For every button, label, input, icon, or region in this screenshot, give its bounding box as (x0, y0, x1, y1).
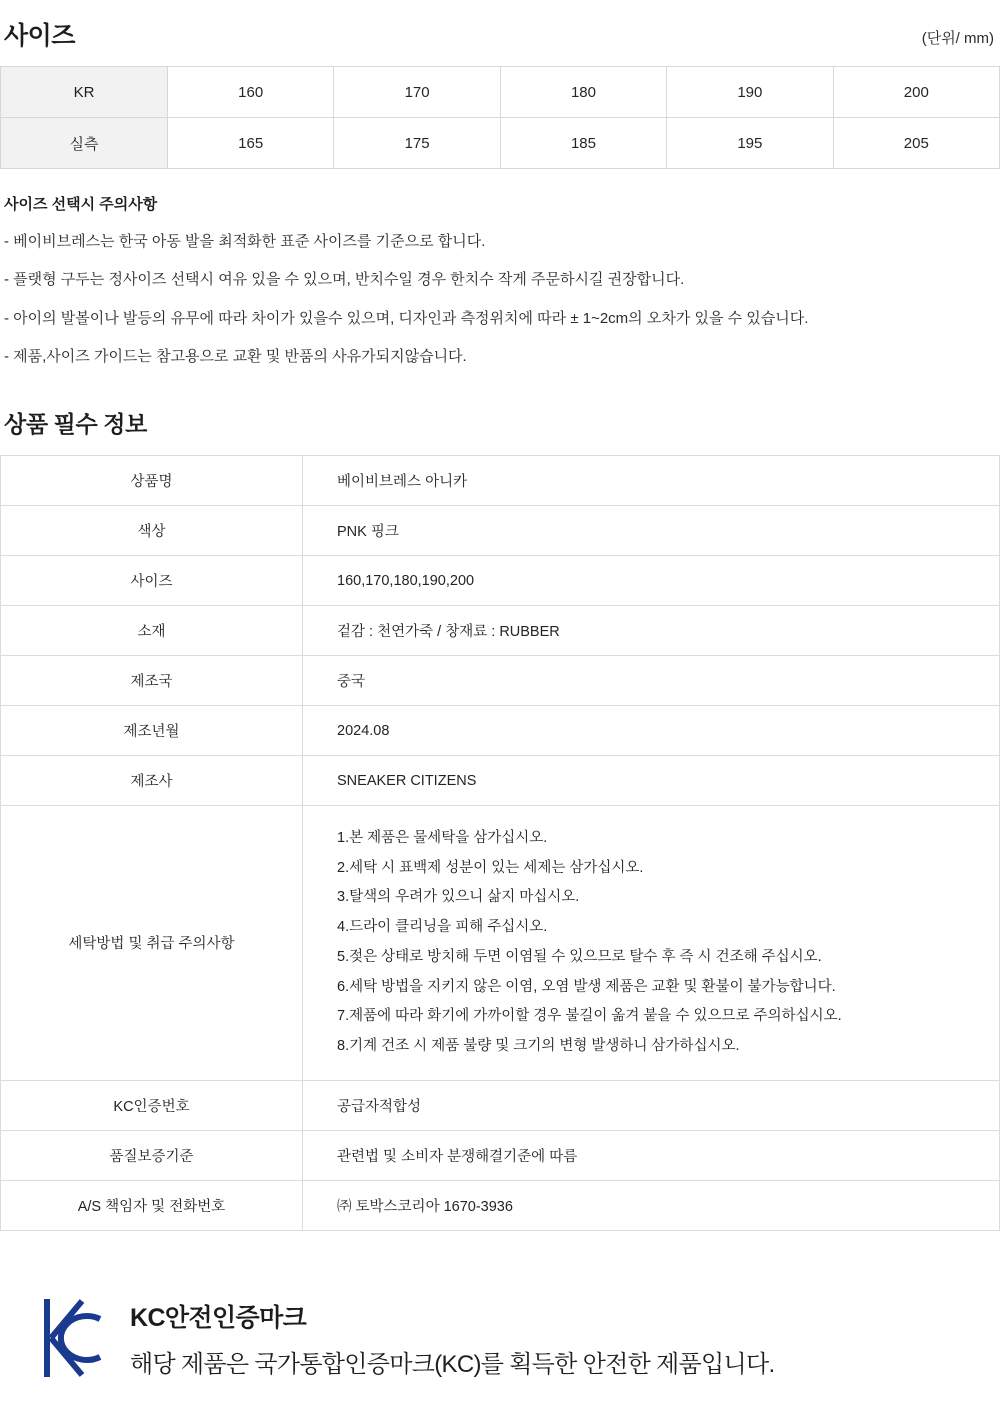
info-value: 관련법 및 소비자 분쟁해결기준에 따름 (303, 1130, 1000, 1180)
info-value: 공급자적합성 (303, 1080, 1000, 1130)
info-value: 베이비브레스 아니카 (303, 456, 1000, 506)
list-item: 8.기계 건조 시 제품 불량 및 크기의 변형 발생하니 삼가하십시오. (337, 1038, 740, 1055)
size-note-line: - 플랫형 구두는 정사이즈 선택시 여유 있을 수 있으며, 반치수일 경우 한치수 작게 주문하시길 권장합니다. (4, 271, 685, 289)
size-notes (0, 169, 1000, 368)
table-row (1, 506, 1000, 556)
size-cell: 195 (667, 118, 833, 169)
size-section-header (0, 0, 1000, 66)
kc-logo-icon (42, 1295, 104, 1381)
info-value: PNK 핑크 (303, 506, 1000, 556)
info-label: 품질보증기준 (1, 1130, 303, 1180)
size-row-label: 실측 (1, 118, 168, 169)
table-row (1, 606, 1000, 656)
table-row (1, 456, 1000, 506)
table-row (1, 67, 1000, 118)
size-cell: 185 (500, 118, 666, 169)
size-row-label: KR (1, 67, 168, 118)
table-row (1, 1130, 1000, 1180)
info-label: 소재 (1, 606, 303, 656)
wash-instruction-list (337, 824, 999, 1062)
info-label: KC인증번호 (1, 1080, 303, 1130)
info-value: 2024.08 (303, 706, 1000, 756)
size-cell: 175 (334, 118, 500, 169)
table-row (1, 1180, 1000, 1230)
list-item: 4.드라이 클리닝을 피해 주십시오. (337, 919, 548, 936)
kc-text-block (130, 1296, 774, 1379)
info-value: 160,170,180,190,200 (303, 556, 1000, 606)
info-label: 제조년월 (1, 706, 303, 756)
table-row (1, 118, 1000, 169)
size-note-line: - 제품,사이즈 가이드는 참고용으로 교환 및 반품의 사유가되지않습니다. (4, 347, 467, 365)
kc-certification-block (0, 1231, 1000, 1411)
size-cell: 180 (500, 67, 666, 118)
info-label: 색상 (1, 506, 303, 556)
info-label: 제조국 (1, 656, 303, 706)
size-cell: 160 (168, 67, 334, 118)
list-item: 3.탈색의 우려가 있으니 삶지 마십시오. (337, 889, 580, 906)
info-label: A/S 책임자 및 전화번호 (1, 1180, 303, 1230)
info-label: 상품명 (1, 456, 303, 506)
list-item: 6.세탁 방법을 지키지 않은 이염, 오염 발생 제품은 교환 및 환불이 불가능합니다. (337, 978, 836, 995)
list-item: 5.젖은 상태로 방치해 두면 이염될 수 있으므로 탈수 후 즉 시 건조해 주십시오. (337, 948, 822, 965)
info-value: ㈜ 토박스코리아 1670-3936 (303, 1180, 1000, 1230)
info-label: 세탁방법 및 취급 주의사항 (1, 806, 303, 1081)
info-value: SNEAKER CITIZENS (303, 756, 1000, 806)
list-item: 2.세탁 시 표백제 성분이 있는 세제는 삼가십시오. (337, 859, 644, 876)
size-cell: 205 (833, 118, 999, 169)
info-label: 제조사 (1, 756, 303, 806)
table-row (1, 556, 1000, 606)
table-row (1, 656, 1000, 706)
table-row (1, 706, 1000, 756)
kc-title: KC안전인증마크 (130, 1304, 307, 1333)
required-info-table (0, 455, 1000, 1231)
size-cell: 190 (667, 67, 833, 118)
list-item: 1.본 제품은 물세탁을 삼가십시오. (337, 830, 548, 846)
info-label: 사이즈 (1, 556, 303, 606)
list-item: 7.제품에 따라 화기에 가까이할 경우 불길이 옮겨 붙을 수 있으므로 주의하십시오. (337, 1008, 842, 1025)
size-cell: 170 (334, 67, 500, 118)
size-notes-heading: 사이즈 선택시 주의사항 (4, 196, 158, 213)
size-note-line: - 베이비브레스는 한국 아동 발을 최적화한 표준 사이즈를 기준으로 합니다. (4, 233, 486, 250)
size-unit-label: (단위/ mm) (921, 30, 994, 47)
size-cell: 165 (168, 118, 334, 169)
table-row-wash-care (1, 806, 1000, 1081)
size-table (0, 66, 1000, 169)
page-title: 사이즈 (4, 22, 75, 50)
table-row (1, 1080, 1000, 1130)
kc-description: 해당 제품은 국가통합인증마크(KC)를 획득한 안전한 제품입니다. (130, 1351, 775, 1379)
info-value-wash-list (303, 806, 1000, 1081)
size-cell: 200 (833, 67, 999, 118)
size-note-line: - 아이의 발볼이나 발등의 유무에 따라 차이가 있을수 있으며, 디자인과 측정위치에 따라 ± 1~2cm의 오차가 있을 수 있습니다. (4, 309, 809, 327)
info-value: 중국 (303, 656, 1000, 706)
required-info-title: 상품 필수 정보 (4, 411, 147, 437)
table-row (1, 756, 1000, 806)
info-value: 겉감 : 천연가죽 / 창재료 : RUBBER (303, 606, 1000, 656)
